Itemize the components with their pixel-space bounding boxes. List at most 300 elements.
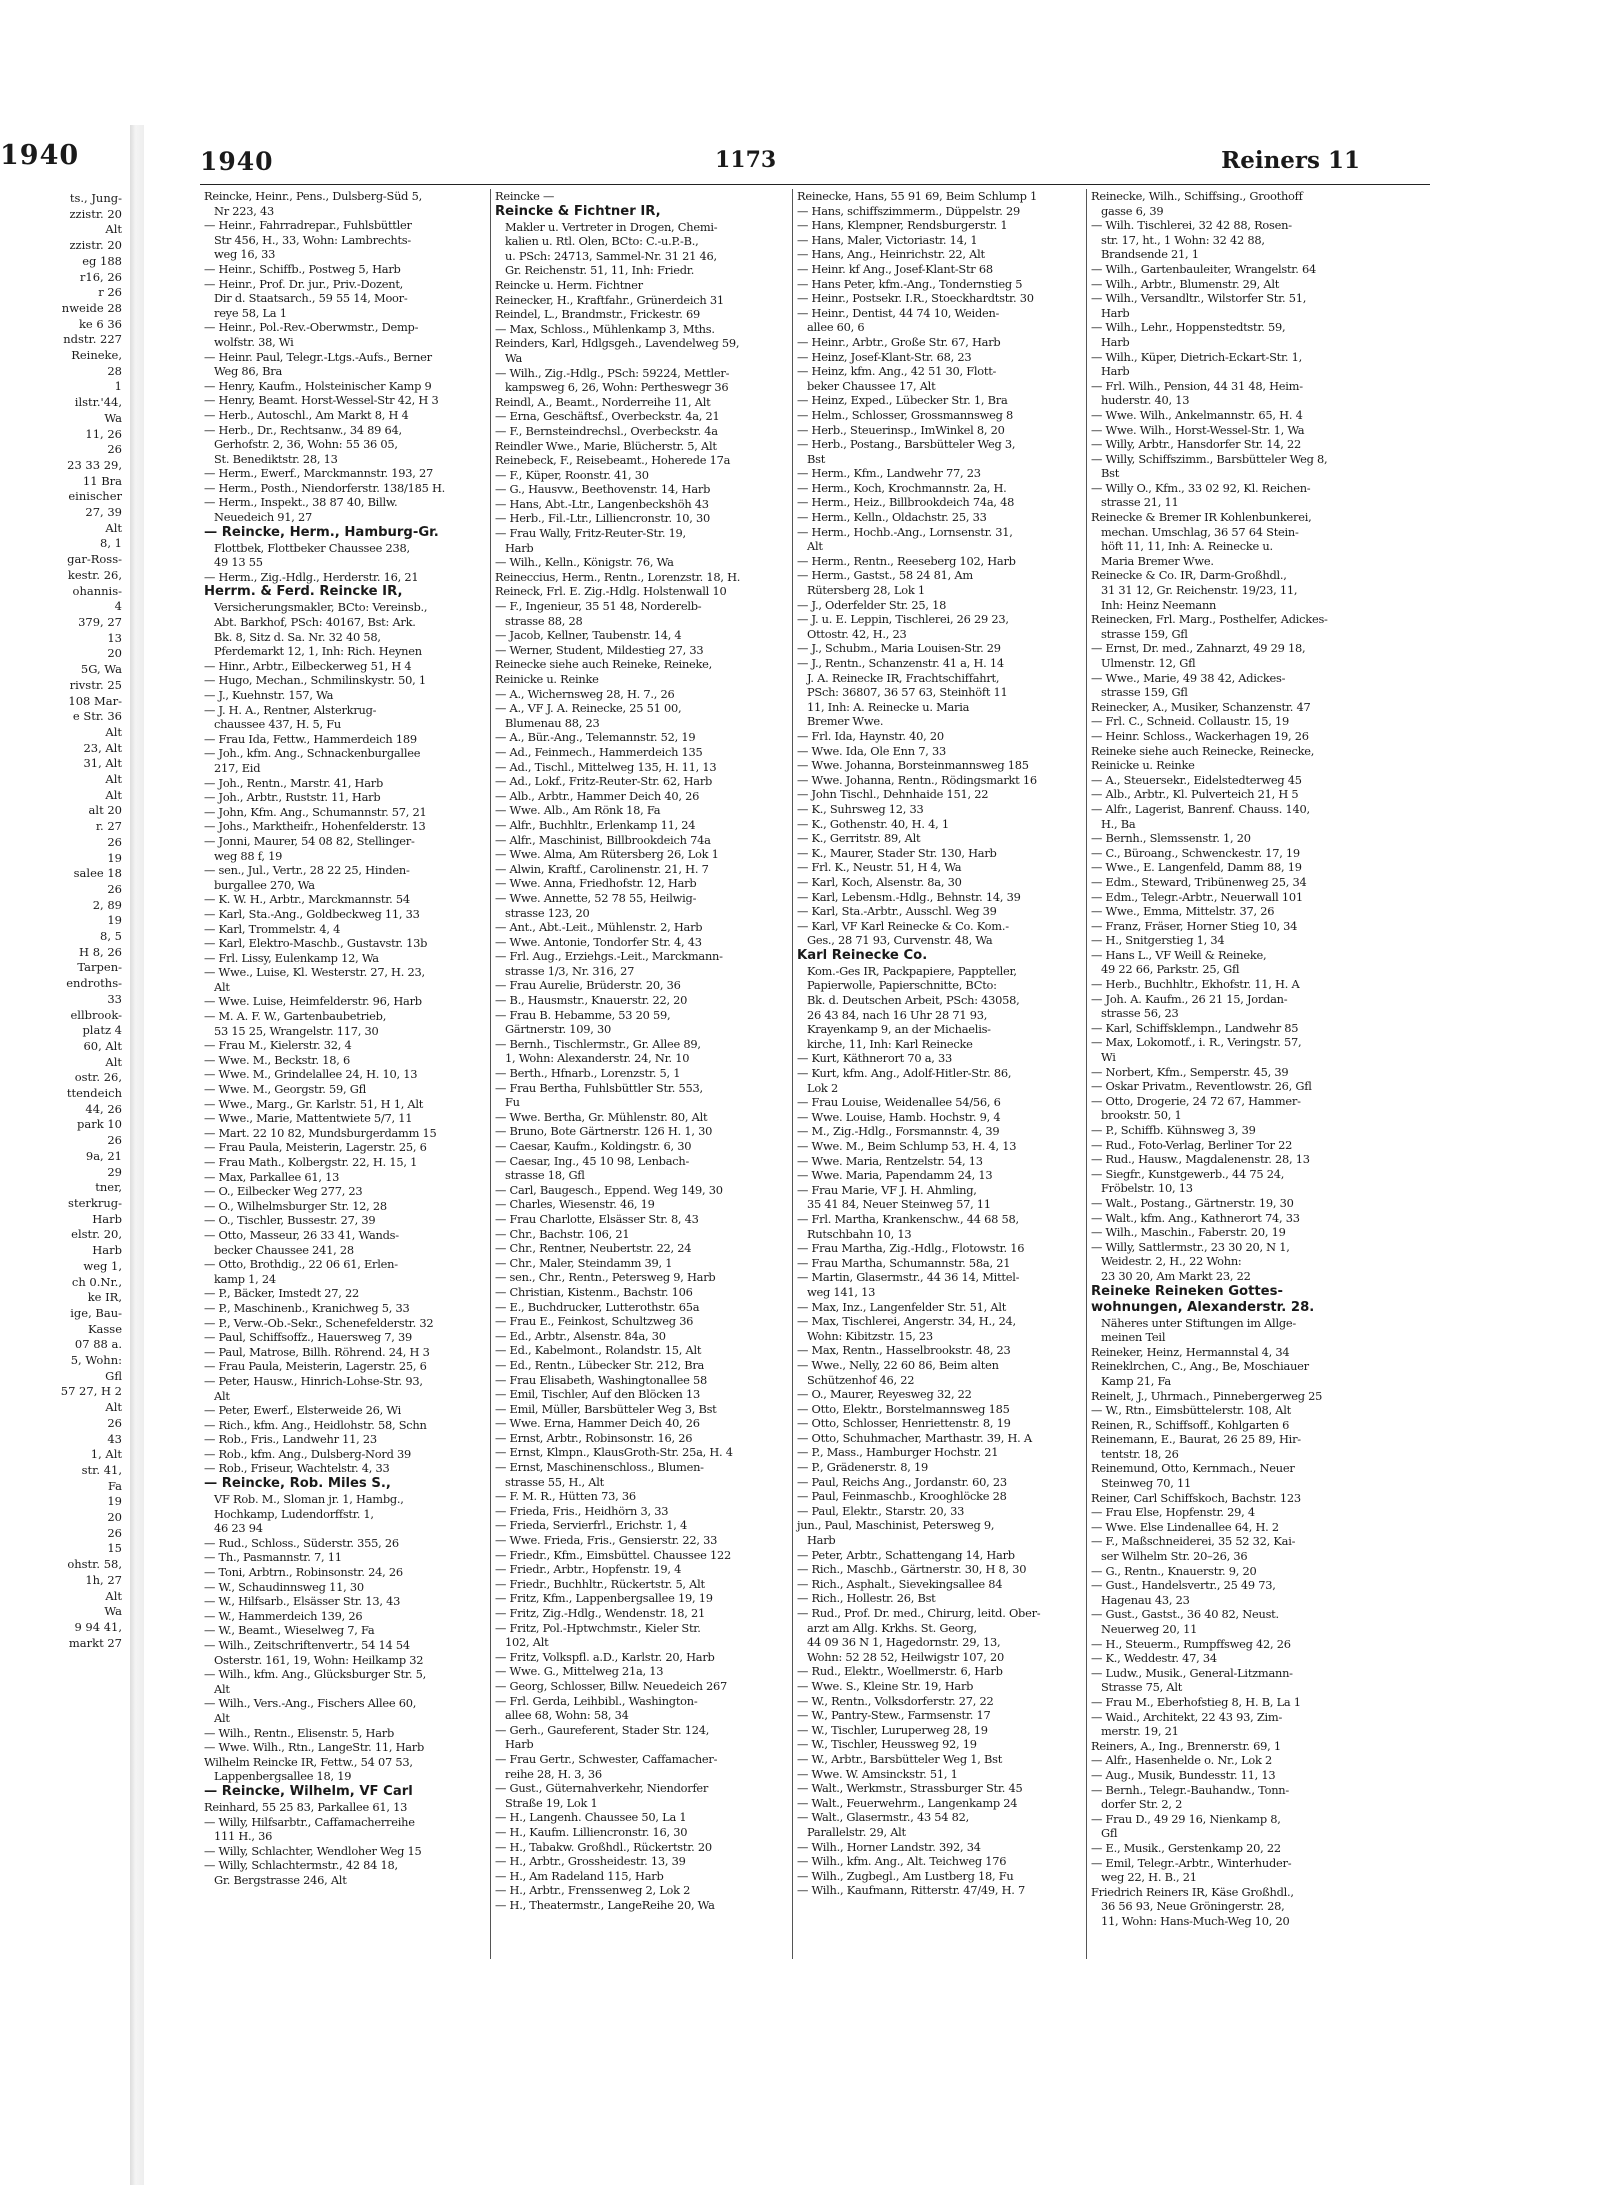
directory-entry-line: — J., Schubm., Maria Louisen-Str. 29	[797, 641, 1001, 656]
previous-page-line: str. 41,	[81, 1462, 122, 1477]
directory-entry-line: — P., Schiffb. Kühnsweg 3, 39	[1091, 1123, 1256, 1137]
directory-entry-line: — Wilh., Arbtr., Blumenstr. 29, Alt	[1091, 276, 1280, 291]
directory-entry-line: str. 17, ht., 1 Wohn: 32 42 88,	[1101, 232, 1265, 247]
directory-entry-line: — Wilh., Versandltr., Wilstorfer Str. 51,	[1091, 291, 1307, 306]
previous-page-line: 23, Alt	[83, 740, 122, 755]
directory-entry-line: — Joh., Arbtr., Ruststr. 11, Harb	[204, 790, 381, 805]
directory-entry-line: Rutschbahn 10, 13	[807, 1226, 912, 1241]
directory-entry-line: — W., Tischler, Luruperweg 28, 19	[797, 1722, 988, 1737]
directory-entry-line: — Herb., Fil.-Ltr., Lilliencronstr. 10, 30	[495, 511, 710, 526]
directory-entry-line: huderstr. 40, 13	[1101, 393, 1190, 408]
directory-entry-line: — Frau Wally, Fritz-Reuter-Str. 19,	[495, 526, 686, 541]
previous-page-line: 11, 26	[85, 426, 122, 441]
directory-entry-line: — Hugo, Mechan., Schmilinskystr. 50, 1	[204, 673, 426, 688]
previous-page-line: 19	[107, 850, 122, 865]
directory-entry-line: — Toni, Arbtrn., Robinsonstr. 24, 26	[204, 1565, 403, 1580]
directory-entry-line: — H., Theatermstr., LangeReihe 20, Wa	[495, 1897, 715, 1912]
directory-entry-line: — H., Am Radeland 115, Harb	[495, 1868, 664, 1883]
directory-entry-line: Reincke & Fichtner IR,	[495, 203, 661, 219]
directory-entry-line: — A., Steuersekr., Eidelstedterweg 45	[1091, 772, 1302, 787]
directory-entry-line: Reineker, Heinz, Hermannstal 4, 34	[1091, 1344, 1290, 1359]
directory-entry-line: — B., Hausmstr., Knauerstr. 22, 20	[495, 993, 688, 1008]
directory-entry-line: — Wilh., Gartenbauleiter, Wrangelstr. 64	[1091, 261, 1316, 276]
directory-entry-line: merstr. 19, 21	[1101, 1724, 1179, 1739]
previous-page-line: 23 33 29,	[67, 457, 122, 472]
previous-page-line: ch 0.Nr.,	[71, 1274, 122, 1289]
directory-entry-line: — Alb., Arbtr., Hammer Deich 40, 26	[495, 788, 700, 803]
directory-entry-line: — Frau Marie, VF J. H. Ahmling,	[797, 1182, 977, 1197]
directory-entry-line: J. A. Reinecke IR, Frachtschiffahrt,	[807, 670, 1000, 685]
directory-entry-line: — Willy, Schlachtermstr., 42 84 18,	[204, 1858, 398, 1873]
directory-entry-line: kirche, 11, Inh: Karl Reinecke	[807, 1036, 973, 1051]
previous-page-line: 60, Alt	[83, 1038, 122, 1053]
directory-entry-line: Blumenau 88, 23	[505, 715, 600, 730]
previous-page-line: e Str. 36	[72, 709, 122, 724]
directory-entry-line: Reinecke & Bremer IR Kohlenbunkerei,	[1091, 510, 1312, 525]
directory-entry-line: — Frau Charlotte, Elsässer Str. 8, 43	[495, 1211, 699, 1226]
directory-entry-line: — Herm., Kfm., Landwehr 77, 23	[797, 466, 981, 481]
directory-entry-line: — Frau Elisabeth, Washingtonallee 58	[495, 1372, 707, 1387]
previous-page-lines	[0, 191, 128, 1651]
directory-entry-line: — Wwe., Luise, Kl. Westerstr. 27, H. 23,	[204, 965, 425, 980]
directory-entry-line: Harb	[807, 1533, 836, 1548]
previous-page-line: 20	[107, 1510, 122, 1525]
directory-entry-line: — Wwe. M., Beckstr. 18, 6	[204, 1052, 350, 1067]
previous-page-line: Kasse	[87, 1321, 122, 1336]
previous-page-line: platz 4	[82, 1023, 122, 1038]
directory-entry-line: — Gust., Gastst., 36 40 82, Neust.	[1091, 1607, 1279, 1622]
directory-entry-line: — Hans L., VF Weill & Reineke,	[1091, 947, 1267, 962]
previous-page-line: 8, 5	[100, 929, 122, 944]
directory-entry-line: — Wwe. Luise, Heimfelderstr. 96, Harb	[204, 994, 422, 1009]
directory-entry-line: — Frau Martha, Zig.-Hdlg., Flotowstr. 16	[797, 1241, 1025, 1256]
directory-entry-line: — W., Rentn., Volksdorferstr. 27, 22	[797, 1693, 994, 1708]
directory-entry-line: reihe 28, H. 3, 36	[505, 1766, 602, 1781]
directory-entry-line: — Wilh., Zig.-Hdlg., PSch: 59224, Mettler-	[495, 365, 730, 380]
previous-page-line: Harb	[92, 1243, 122, 1258]
directory-entry-line: — Gust., Handelsvertr., 25 49 73,	[1091, 1578, 1276, 1593]
directory-entry-line: — Jacob, Kellner, Taubenstr. 14, 4	[495, 628, 682, 643]
previous-page-line: ke IR,	[87, 1290, 122, 1305]
directory-entry-line: — F., Küper, Roonstr. 41, 30	[495, 467, 649, 482]
previous-page-line: Tarpen-	[77, 960, 122, 975]
directory-entry-line: — Joh., kfm. Ang., Schnackenburgallee	[204, 746, 421, 761]
directory-entry-line: — Oskar Privatm., Reventlowstr. 26, Gfl	[1091, 1079, 1312, 1094]
directory-entry-line: mechan. Umschlag, 36 57 64 Stein-	[1101, 524, 1299, 539]
directory-entry-line: — Henry, Beamt. Horst-Wessel-Str 42, H 3	[204, 393, 439, 408]
directory-entry-line: kalien u. Rtl. Olen, BCto: C.-u.P.-B.,	[505, 234, 699, 249]
directory-entry-line: — Willy, Arbtr., Hansdorfer Str. 14, 22	[1091, 437, 1302, 452]
previous-page-line: 9a, 21	[85, 1148, 122, 1163]
directory-entry-line: Brandsende 21, 1	[1101, 247, 1199, 262]
directory-entry-line: — Frau Gertr., Schwester, Caffamacher-	[495, 1751, 718, 1766]
directory-entry-line: wohnungen, Alexanderstr. 28.	[1091, 1299, 1315, 1315]
directory-entry-line: — Heinr., Postsekr. I.R., Stoeckhardtstr. 30	[797, 291, 1034, 306]
column-4	[1086, 189, 1371, 1959]
directory-entry-line: — Wilh., Rentn., Elisenstr. 5, Harb	[204, 1725, 395, 1740]
directory-entry-line: Straße 19, Lok 1	[505, 1795, 598, 1810]
directory-entry-line: — Frau B. Hebamme, 53 20 59,	[495, 1007, 671, 1022]
running-head: Reiners 11	[1221, 147, 1360, 174]
directory-entry-line: — K., Maurer, Stader Str. 130, Harb	[797, 845, 997, 860]
previous-page-line: 26	[107, 1133, 122, 1148]
directory-entry-line: — Wwe. Maria, Rentzelstr. 54, 13	[797, 1153, 983, 1168]
directory-entry-line: — Herb., Postang., Barsbütteler Weg 3,	[797, 437, 1016, 452]
directory-entry-line: — Peter, Hausw., Hinrich-Lohse-Str. 93,	[204, 1373, 423, 1388]
directory-entry-line: Weidestr. 2, H., 22 Wohn:	[1101, 1254, 1242, 1269]
directory-entry-line: Str 456, H., 33, Wohn: Lambrechts-	[214, 232, 412, 247]
directory-entry-line: — Frau M., Kielerstr. 32, 4	[204, 1038, 352, 1053]
directory-entry-line: — Herm., Hochb.-Ang., Lornsenstr. 31,	[797, 524, 1013, 539]
directory-entry-line: — W., Tischler, Heussweg 92, 19	[797, 1737, 977, 1752]
directory-entry-line: — Wilh., kfm. Ang., Glücksburger Str. 5,	[204, 1667, 426, 1682]
directory-entry-line: — Paul, Schiffsoffz., Hauersweg 7, 39	[204, 1330, 412, 1345]
directory-entry-line: Strasse 75, Alt	[1101, 1680, 1183, 1695]
previous-page-line: 26	[107, 1415, 122, 1430]
directory-entry-line: — Wwe. Antonie, Tondorfer Str. 4, 43	[495, 934, 702, 949]
directory-entry-line: Wohn: Kibitzstr. 15, 23	[807, 1328, 933, 1343]
directory-entry-line: Flottbek, Flottbeker Chaussee 238,	[214, 540, 410, 555]
directory-entry-line: Bst	[807, 451, 826, 466]
directory-entry-line: — K., Suhrsweg 12, 33	[797, 801, 924, 816]
directory-entry-line: — G., Rentn., Knauerstr. 9, 20	[1091, 1563, 1257, 1578]
directory-page	[200, 132, 1430, 1972]
directory-entry-line: — Rud., Hausw., Magdalenenstr. 28, 13	[1091, 1152, 1310, 1167]
directory-entry-line: — Wwe. Bertha, Gr. Mühlenstr. 80, Alt	[495, 1109, 708, 1124]
directory-entry-line: Reinecken, Frl. Marg., Posthelfer, Adickes-	[1091, 612, 1328, 627]
directory-entry-line: Dir d. Staatsarch., 59 55 14, Moor-	[214, 291, 408, 306]
directory-entry-line: — Max, Lokomotf., i. R., Veringstr. 57,	[1091, 1035, 1302, 1050]
directory-entry-line: — Wilh., Kaufmann, Ritterstr. 47/49, H. 7	[797, 1883, 1026, 1898]
directory-entry-line: Harb	[1101, 334, 1130, 349]
directory-entry-line: 31 31 12, Gr. Reichenstr. 19/23, 11,	[1101, 583, 1298, 598]
directory-entry-line: Bst	[1101, 466, 1120, 481]
directory-entry-line: — Karl, Sta.-Ang., Goldbeckweg 11, 33	[204, 906, 420, 921]
previous-page-line: Alt	[105, 222, 122, 237]
previous-page-line: 57 27, H 2	[60, 1384, 122, 1399]
directory-entry-line: Reincke u. Herm. Fichtner	[495, 277, 643, 292]
directory-entry-line: — Wilh. Tischlerei, 32 42 88, Rosen-	[1091, 218, 1292, 233]
directory-entry-line: — Heinr., Pol.-Rev.-Oberwmstr., Demp-	[204, 320, 419, 335]
directory-entry-line: Weg 86, Bra	[214, 364, 283, 379]
directory-entry-line: — Frau Bertha, Fuhlsbüttler Str. 553,	[495, 1080, 703, 1095]
directory-entry-line: — Fritz, Kfm., Lappenbergsallee 19, 19	[495, 1591, 713, 1606]
previous-page-line: 20	[107, 646, 122, 661]
directory-entry-line: Gr. Bergstrasse 246, Alt	[214, 1872, 347, 1887]
directory-entry-line: — Frau Louise, Weidenallee 54/56, 6	[797, 1095, 1001, 1110]
directory-entry-line: — Wwe., Emma, Mittelstr. 37, 26	[1091, 904, 1275, 919]
directory-entry-line: Reinicke u. Reinke	[1091, 758, 1195, 773]
directory-entry-line: Versicherungsmakler, BCto: Vereinsb.,	[214, 600, 428, 615]
previous-page-line: ostr. 26,	[74, 1070, 122, 1085]
previous-page-line: 29	[107, 1164, 122, 1179]
directory-entry-line: — Werner, Student, Mildestieg 27, 33	[495, 642, 704, 657]
previous-page-line: Reineke,	[71, 348, 122, 363]
previous-page-line: eg 188	[82, 253, 122, 268]
directory-entry-line: — Bernh., Slemssenstr. 1, 20	[1091, 831, 1251, 846]
directory-entry-line: Harb	[505, 540, 534, 555]
directory-entry-line: — F., Bernsteindrechsl., Overbeckstr. 4a	[495, 423, 718, 438]
previous-page-line: rivstr. 25	[69, 677, 122, 692]
directory-entry-line: Reineke siehe auch Reinecke, Reinecke,	[1091, 743, 1315, 758]
directory-entry-line: — Ernst, Klmpn., KlausGroth-Str. 25a, H. 4	[495, 1445, 733, 1460]
previous-page-line: 2, 89	[92, 897, 122, 912]
directory-entry-line: Alt	[214, 1710, 230, 1725]
previous-page-line: gar-Ross-	[67, 552, 122, 567]
directory-entry-line: Reindel, L., Brandmstr., Frickestr. 69	[495, 307, 701, 322]
previous-page-line: weg 1,	[83, 1258, 122, 1273]
directory-entry-line: Bk. 8, Sitz d. Sa. Nr. 32 40 58,	[214, 629, 381, 644]
previous-page-line: endroths-	[66, 976, 122, 991]
directory-entry-line: — Hans, Maler, Victoriastr. 14, 1	[797, 232, 978, 247]
previous-page-line: zzistr. 20	[69, 206, 122, 221]
directory-entry-line: — W., Arbtr., Barsbütteler Weg 1, Bst	[797, 1751, 1003, 1766]
directory-entry-line: — Ed., Rentn., Lübecker Str. 212, Bra	[495, 1357, 705, 1372]
directory-entry-line: Schützenhof 46, 22	[807, 1372, 915, 1387]
directory-entry-line: — Wilh., Vers.-Ang., Fischers Allee 60,	[204, 1696, 417, 1711]
directory-entry-line: — Wwe. Maria, Papendamm 24, 13	[797, 1168, 993, 1183]
directory-entry-line: — Carl, Baugesch., Eppend. Weg 149, 30	[495, 1182, 723, 1197]
directory-entry-line: — Wwe. Alma, Am Rütersberg 26, Lok 1	[495, 847, 719, 862]
directory-entry-line: — Fritz, Pol.-Hptwchmstr., Kieler Str.	[495, 1620, 701, 1635]
directory-entry-line: — K., Gothenstr. 40, H. 4, 1	[797, 816, 949, 831]
directory-entry-line: Rütersberg 28, Lok 1	[807, 583, 925, 598]
directory-entry-line: Näheres unter Stiftungen im Allge-	[1101, 1315, 1296, 1330]
directory-entry-line: weg 16, 33	[214, 247, 276, 262]
directory-entry-line: Reinecke siehe auch Reineke, Reineke,	[495, 657, 713, 672]
directory-entry-line: ser Wilhelm Str. 20–26, 36	[1101, 1549, 1248, 1564]
previous-page-line: 4	[114, 599, 122, 614]
directory-entry-line: — Hans Peter, kfm.-Ang., Tondernstieg 5	[797, 276, 1023, 291]
directory-entry-line: — Willy O., Kfm., 33 02 92, Kl. Reichen-	[1091, 480, 1311, 495]
directory-entry-line: — Chr., Maler, Steindamm 39, 1	[495, 1255, 673, 1270]
directory-entry-line: — sen., Chr., Rentn., Petersweg 9, Harb	[495, 1270, 716, 1285]
directory-entry-line: Reinemann, E., Baurat, 26 25 89, Hir-	[1091, 1432, 1301, 1447]
directory-entry-line: — A., VF J. A. Reinecke, 25 51 00,	[495, 701, 682, 716]
directory-entry-line: Steinweg 70, 11	[1101, 1476, 1191, 1491]
directory-entry-line: — Peter, Arbtr., Schattengang 14, Harb	[797, 1547, 1015, 1562]
directory-entry-line: — Heinz, kfm. Ang., 42 51 30, Flott-	[797, 364, 997, 379]
directory-entry-line: Harb	[505, 1737, 534, 1752]
directory-entry-line: — Frau Math., Kolbergstr. 22, H. 15, 1	[204, 1155, 418, 1169]
directory-entry-line: — Frl. Ida, Haynstr. 40, 20	[797, 728, 944, 743]
directory-entry-line: brookstr. 50, 1	[1101, 1108, 1182, 1123]
directory-entry-line: — F. M. R., Hütten 73, 36	[495, 1489, 636, 1504]
directory-entry-line: — Alfr., Lagerist, Banrenf. Chauss. 140,	[1091, 801, 1310, 816]
previous-page-line: 31, Alt	[83, 756, 122, 771]
directory-entry-line: — Gerh., Gaureferent, Stader Str. 124,	[495, 1722, 710, 1737]
directory-entry-line: — Herm., Posth., Niendorferstr. 138/185 H.	[204, 480, 446, 495]
directory-entry-line: — Ludw., Musik., General-Litzmann-	[1091, 1665, 1293, 1680]
directory-entry-line: 49 13 55	[214, 555, 263, 570]
directory-entry-line: — Herb., Autoschl., Am Markt 8, H 4	[204, 407, 409, 422]
directory-entry-line: u. PSch: 24713, Sammel-Nr. 31 21 46,	[505, 248, 717, 263]
directory-entry-line: H., Ba	[1101, 816, 1136, 831]
directory-entry-line: Reinecker, H., Kraftfahr., Grünerdeich 31	[495, 292, 724, 307]
directory-entry-line: — Karl, Elektro-Maschb., Gustavstr. 13b	[204, 936, 428, 951]
directory-entry-line: — Max, Rentn., Hasselbrookstr. 48, 23	[797, 1343, 1011, 1358]
previous-page-line: 5, Wohn:	[70, 1353, 122, 1368]
directory-entry-line: — Ernst, Maschinenschloss., Blumen-	[495, 1460, 704, 1475]
directory-entry-line: — W., Schaudinnsweg 11, 30	[204, 1579, 364, 1594]
directory-entry-line: — Walt., kfm. Ang., Kathnerort 74, 33	[1091, 1210, 1300, 1225]
directory-entry-line: Reiners, A., Ing., Brennerstr. 69, 1	[1091, 1738, 1281, 1753]
directory-entry-line: — Bernh., Telegr.-Bauhandw., Tonn-	[1091, 1782, 1289, 1797]
previous-page-line: sterkrug-	[68, 1196, 122, 1210]
directory-entry-line: — Wilh., kfm. Ang., Alt. Teichweg 176	[797, 1854, 1007, 1869]
directory-entry-line: — C., Büroang., Schwenckestr. 17, 19	[1091, 845, 1300, 860]
directory-entry-line: strasse 18, Gfl	[505, 1168, 585, 1183]
directory-entry-line: — Erna, Geschäftsf., Overbeckstr. 4a, 21	[495, 409, 720, 424]
previous-page-line: Wa	[104, 1604, 122, 1619]
directory-entry-line: — Herm., Heiz., Billbrookdeich 74a, 48	[797, 495, 1015, 510]
directory-entry-line: Reinecke & Co. IR, Darm-Großhdl.,	[1091, 568, 1287, 583]
previous-page-line: ohannis-	[72, 583, 122, 598]
directory-entry-line: — Alb., Arbtr., Kl. Pulverteich 21, H 5	[1091, 787, 1299, 802]
directory-entry-line: gasse 6, 39	[1101, 203, 1164, 218]
directory-entry-line: reye 58, La 1	[214, 305, 287, 320]
directory-entry-line: — O., Tischler, Bussestr. 27, 39	[204, 1213, 376, 1228]
directory-entry-line: Nr 223, 43	[214, 203, 275, 218]
directory-entry-line: — A., Wichernsweg 28, H. 7., 26	[495, 686, 675, 701]
directory-entry-line: — Rud., Elektr., Woellmerstr. 6, Harb	[797, 1664, 1003, 1679]
directory-entry-line: — Frl. Martha, Krankenschw., 44 68 58,	[797, 1211, 1019, 1226]
previous-page-line: Gfl	[105, 1368, 122, 1383]
previous-page-line: 8, 1	[100, 536, 122, 551]
directory-entry-line: — H., Arbtr., Frenssenweg 2, Lok 2	[495, 1883, 691, 1898]
directory-entry-line: weg 88 f, 19	[214, 848, 283, 863]
previous-page-line: Wa	[104, 410, 122, 425]
directory-entry-line: — Hinr., Arbtr., Eilbeckerweg 51, H 4	[204, 658, 412, 673]
directory-entry-line: — E., Buchdrucker, Lutterothstr. 65a	[495, 1299, 700, 1314]
previous-page-line: markt 27	[68, 1635, 122, 1650]
directory-entry-line: Papierwolle, Papierschnitte, BCto:	[807, 978, 997, 993]
previous-page-line: 26	[107, 442, 122, 457]
directory-entry-line: strasse 88, 28	[505, 613, 583, 628]
directory-entry-line: Neuedeich 91, 27	[214, 510, 313, 525]
directory-entry-line: — Walt., Werkmstr., Strassburger Str. 45	[797, 1781, 1023, 1796]
directory-entry-line: Pferdemarkt 12, 1, Inh: Rich. Heynen	[214, 644, 422, 659]
directory-entry-line: — Fritz, Zig.-Hdlg., Wendenstr. 18, 21	[495, 1606, 705, 1620]
previous-page-line: 33	[107, 991, 122, 1006]
previous-page-line: 19	[107, 913, 122, 928]
directory-entry-line: — Paul, Reichs Ang., Jordanstr. 60, 23	[797, 1474, 1007, 1489]
directory-entry-line: — Peter, Ewerf., Elsterweide 26, Wi	[204, 1403, 402, 1418]
directory-entry-line: — Herb., Steuerinsp., ImWinkel 8, 20	[797, 422, 1005, 437]
directory-entry-line: — H., Snitgerstieg 1, 34	[1091, 933, 1225, 948]
column-1	[200, 189, 484, 1959]
directory-entry-line: — E., Musik., Gerstenkamp 20, 22	[1091, 1840, 1281, 1855]
directory-entry-line: — Alwin, Kraftf., Carolinenstr. 21, H. 7	[495, 861, 709, 876]
directory-entry-line: — Wwe. M., Beim Schlump 53, H. 4, 13	[797, 1139, 1017, 1153]
directory-entry-line: Lappenbergsallee 18, 19	[214, 1769, 352, 1784]
directory-entry-line: Reinemund, Otto, Kernmach., Neuer	[1091, 1461, 1295, 1476]
previous-page-line: ndstr. 227	[63, 332, 122, 347]
directory-entry-line: — Wwe., E. Langenfeld, Damm 88, 19	[1091, 860, 1302, 875]
directory-entry-line: — Frau Else, Hopfenstr. 29, 4	[1091, 1505, 1255, 1520]
directory-entry-line: strasse 55, H., Alt	[505, 1474, 604, 1489]
directory-entry-line: — Wwe. Johanna, Borsteinmannsweg 185	[797, 758, 1029, 773]
directory-entry-line: — W., Pantry-Stew., Farmsenstr. 17	[797, 1708, 991, 1723]
directory-entry-line: — Caesar, Ing., 45 10 98, Lenbach-	[495, 1153, 690, 1168]
directory-entry-line: Reiner, Carl Schiffskoch, Bachstr. 123	[1091, 1490, 1301, 1505]
directory-entry-line: Bremer Wwe.	[807, 714, 884, 729]
directory-entry-line: — Walt., Glasermstr., 43 54 82,	[797, 1810, 970, 1825]
directory-entry-line: — Hans, Abt.-Ltr., Langenbeckshöh 43	[495, 496, 709, 511]
directory-entry-line: 35 41 84, Neuer Steinweg 57, 11	[807, 1197, 991, 1212]
directory-entry-line: PSch: 36807, 36 57 63, Steinhöft 11	[807, 685, 1008, 700]
directory-entry-line: — Ed., Arbtr., Alsenstr. 84a, 30	[495, 1328, 666, 1343]
directory-entry-line: St. Benediktstr. 28, 13	[214, 451, 338, 466]
directory-entry-line: wolfstr. 38, Wi	[214, 334, 294, 349]
directory-entry-line: Gerhofstr. 2, 36, Wohn: 55 36 05,	[214, 437, 398, 452]
directory-entry-line: — Max, Tischlerei, Angerstr. 34, H., 24,	[797, 1314, 1016, 1329]
previous-page-fragment	[0, 140, 128, 2000]
previous-page-line: ttendeich	[66, 1086, 122, 1101]
previous-page-line: 44, 26	[85, 1101, 122, 1116]
directory-entry-line: — F., Maßschneiderei, 35 52 32, Kai-	[1091, 1534, 1296, 1549]
directory-entry-line: arzt am Allg. Krkhs. St. Georg,	[807, 1620, 977, 1635]
directory-entry-line: — Emil, Müller, Barsbütteler Weg 3, Bst	[495, 1401, 717, 1416]
directory-entry-line: — Heinr., Schiffb., Postweg 5, Harb	[204, 261, 401, 276]
directory-entry-line: 53 15 25, Wrangelstr. 117, 30	[214, 1023, 379, 1038]
directory-entry-line: 217, Eid	[214, 760, 261, 775]
directory-entry-line: — Max, Parkallee 61, 13	[204, 1169, 340, 1184]
directory-entry-line: Wohn: 52 28 52, Heilwigstr 107, 20	[807, 1649, 1004, 1664]
column-2	[490, 189, 775, 1959]
directory-entry-line: Wi	[1101, 1050, 1116, 1065]
directory-entry-line: strasse 159, Gfl	[1101, 626, 1188, 641]
directory-entry-line: — Ernst, Arbtr., Robinsonstr. 16, 26	[495, 1430, 693, 1445]
directory-entry-line: Osterstr. 161, 19, Wohn: Heilkamp 32	[214, 1652, 424, 1667]
previous-page-line: 19	[107, 1494, 122, 1509]
directory-entry-line: — Charles, Wiesenstr. 46, 19	[495, 1197, 655, 1212]
directory-entry-line: — Rich., Asphalt., Sievekingsallee 84	[797, 1576, 1003, 1591]
directory-entry-line: weg 141, 13	[807, 1284, 876, 1299]
directory-entry-line: Reineke Reineken Gottes-	[1091, 1283, 1283, 1299]
directory-entry-line: — Joh. A. Kaufm., 26 21 15, Jordan-	[1091, 991, 1288, 1006]
directory-entry-line: — Fritz, Volkspfl. a.D., Karlstr. 20, Harb	[495, 1649, 715, 1664]
previous-page-line: 15	[107, 1541, 122, 1556]
directory-entry-line: — Frau Paula, Meisterin, Lagerstr. 25, 6	[204, 1140, 427, 1155]
previous-page-line: tner,	[95, 1180, 122, 1195]
directory-entry-line: — Wilh., Zugbegl., Am Lustberg 18, Fu	[797, 1868, 1014, 1883]
directory-entry-line: — Heinr., Prof. Dr. jur., Priv.-Dozent,	[204, 276, 404, 291]
directory-entry-line: — Max, Inz., Langenfelder Str. 51, Alt	[797, 1299, 1007, 1314]
directory-entry-line: — Friedr., Arbtr., Hopfenstr. 19, 4	[495, 1562, 682, 1577]
previous-page-line: 11 Bra	[82, 473, 122, 488]
directory-entry-line: strasse 1/3, Nr. 316, 27	[505, 963, 635, 978]
directory-entry-line: — Heinr. kf Ang., Josef-Klant-Str 68	[797, 261, 993, 276]
directory-entry-line: — Frl. K., Neustr. 51, H 4, Wa	[797, 860, 962, 875]
directory-entry-line: Reinhard, 55 25 83, Parkallee 61, 13	[204, 1799, 408, 1814]
directory-entry-line: — J., Rentn., Schanzenstr. 41 a, H. 14	[797, 656, 1004, 670]
directory-entry-line: 44 09 36 N 1, Hagedornstr. 29, 13,	[807, 1635, 1001, 1650]
directory-entry-line: Kom.-Ges IR, Packpapiere, Pappteller,	[807, 963, 1017, 978]
directory-entry-line: — Paul, Matrose, Billh. Röhrend. 24, H 3	[204, 1344, 430, 1359]
directory-entry-line: Reincke —	[495, 189, 555, 203]
directory-entry-line: — Edm., Telegr.-Arbtr., Neuerwall 101	[1091, 889, 1303, 904]
directory-entry-line: strasse 123, 20	[505, 905, 590, 920]
directory-entry-line: becker Chaussee 241, 28	[214, 1242, 354, 1257]
directory-entry-line: Bk. d. Deutschen Arbeit, PSch: 43058,	[807, 993, 1020, 1008]
directory-entry-line: — Ad., Lokf., Fritz-Reuter-Str. 62, Harb	[495, 774, 713, 789]
directory-entry-line: jun., Paul, Maschinist, Petersweg 9,	[797, 1518, 995, 1533]
directory-entry-line: — Frau Aurelie, Brüderstr. 20, 36	[495, 978, 681, 993]
previous-page-line: ilstr.'44,	[74, 395, 122, 410]
directory-entry-line: — P., Mass., Hamburger Hochstr. 21	[797, 1445, 999, 1460]
directory-entry-line: — J., Kuehnstr. 157, Wa	[204, 688, 334, 702]
